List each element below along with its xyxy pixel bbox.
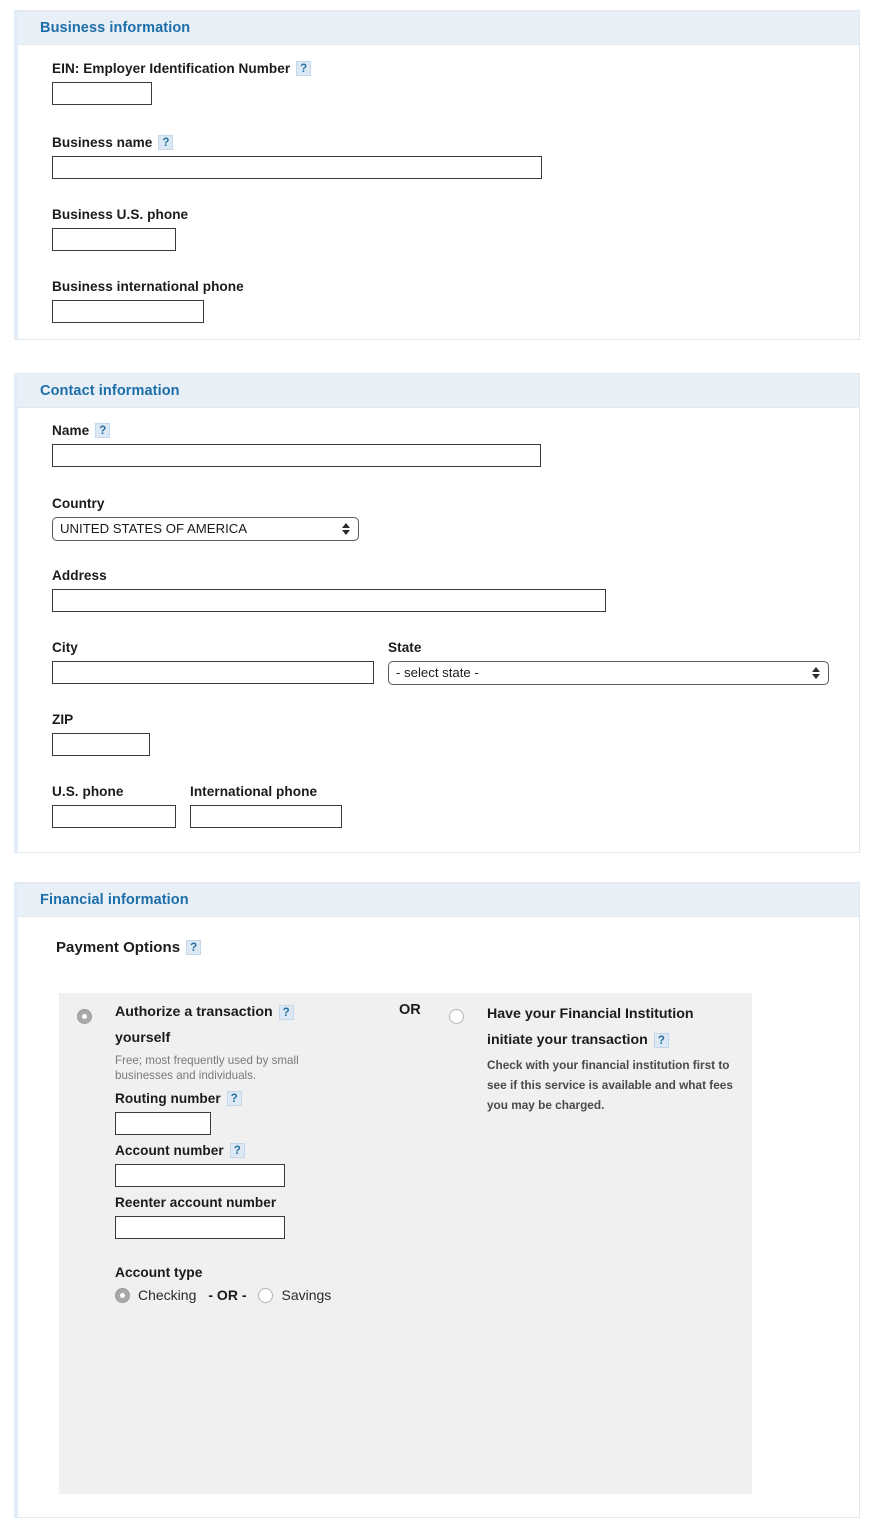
help-icon[interactable]: ?	[186, 940, 201, 955]
radio-authorize-transaction-yourself[interactable]	[77, 1009, 92, 1024]
contact-information-header	[18, 374, 859, 408]
institution-description: Check with your financial institution first to see if this service is available and what fees you may be charged.	[487, 1058, 733, 1112]
business-information-body	[18, 45, 859, 339]
checking-label: Checking	[138, 1287, 197, 1303]
address-label: Address	[52, 568, 107, 583]
name-label: Name	[52, 423, 90, 438]
field-country	[52, 496, 359, 541]
field-business-name	[52, 135, 542, 179]
payment-options-label: Payment Options	[56, 939, 181, 956]
business-information-header	[18, 11, 859, 45]
field-ein	[52, 61, 311, 105]
help-icon[interactable]: ?	[95, 423, 110, 438]
option-financial-institution	[487, 1001, 745, 1115]
business-us-phone-label-row	[52, 207, 188, 222]
field-international-phone	[190, 784, 342, 828]
routing-number-label: Routing number	[115, 1091, 221, 1106]
routing-number-label-row	[115, 1091, 365, 1106]
contact-information-title: Contact information	[40, 383, 180, 399]
institution-title-line1: Have your Financial Institution	[487, 1006, 694, 1022]
name-label-row	[52, 423, 541, 438]
address-label-row	[52, 568, 606, 583]
us-phone-input[interactable]	[52, 805, 176, 828]
account-type-options	[115, 1287, 365, 1303]
help-icon[interactable]: ?	[296, 61, 311, 76]
radio-checking[interactable]	[115, 1288, 130, 1303]
business-international-phone-label-row	[52, 279, 244, 294]
reenter-account-number-label: Reenter account number	[115, 1195, 277, 1210]
state-label-row	[388, 640, 829, 655]
us-phone-label-row	[52, 784, 176, 799]
field-us-phone	[52, 784, 176, 828]
contact-information-card	[14, 373, 860, 853]
international-phone-label: International phone	[190, 784, 318, 799]
us-phone-label: U.S. phone	[52, 784, 124, 799]
routing-number-input[interactable]	[115, 1112, 211, 1135]
business-name-label-row	[52, 135, 542, 150]
ein-label: EIN: Employer Identification Number	[52, 61, 291, 76]
radio-financial-institution-initiate[interactable]	[449, 1009, 464, 1024]
business-us-phone-label: Business U.S. phone	[52, 207, 189, 222]
field-address	[52, 568, 606, 612]
city-label-row	[52, 640, 374, 655]
field-zip	[52, 712, 150, 756]
business-information-title: Business information	[40, 20, 191, 36]
account-type-group	[115, 1265, 365, 1303]
financial-information-header	[18, 883, 859, 917]
authorize-description: Free; most frequently used by small businesses and individuals.	[115, 1054, 299, 1082]
field-state	[388, 640, 829, 685]
business-information-card	[14, 10, 860, 340]
business-international-phone-input[interactable]	[52, 300, 204, 323]
business-name-label: Business name	[52, 135, 153, 150]
city-label: City	[52, 640, 78, 655]
help-icon[interactable]: ?	[227, 1091, 242, 1106]
country-label-row	[52, 496, 359, 511]
authorize-title-line1: Authorize a transaction	[115, 1004, 273, 1020]
chevron-updown-icon	[812, 667, 820, 679]
business-international-phone-label: Business international phone	[52, 279, 244, 294]
state-select-value: - select state -	[396, 665, 479, 680]
city-input[interactable]	[52, 661, 374, 684]
payment-options-label-row	[56, 939, 201, 956]
zip-input[interactable]	[52, 733, 150, 756]
country-select[interactable]	[52, 517, 359, 541]
institution-title-row2	[487, 1027, 745, 1053]
international-phone-input[interactable]	[190, 805, 342, 828]
field-reenter-account-number	[115, 1195, 365, 1239]
ein-input[interactable]	[52, 82, 152, 105]
field-name	[52, 423, 541, 467]
help-icon[interactable]: ?	[158, 135, 173, 150]
contact-information-body	[18, 408, 859, 852]
reenter-account-number-label-row	[115, 1195, 365, 1210]
authorize-title-row	[115, 999, 365, 1025]
name-input[interactable]	[52, 444, 541, 467]
zip-label-row	[52, 712, 150, 727]
institution-title-line2: initiate your transaction	[487, 1032, 648, 1048]
account-number-input[interactable]	[115, 1164, 285, 1187]
country-select-value: UNITED STATES OF AMERICA	[60, 521, 248, 536]
field-routing-number	[115, 1091, 365, 1135]
financial-information-title: Financial information	[40, 892, 189, 908]
field-business-us-phone	[52, 207, 188, 251]
reenter-account-number-input[interactable]	[115, 1216, 285, 1239]
financial-information-card	[14, 882, 860, 1518]
savings-label: Savings	[281, 1287, 332, 1303]
option-authorize-yourself	[115, 999, 365, 1303]
state-label: State	[388, 640, 422, 655]
business-us-phone-input[interactable]	[52, 228, 176, 251]
country-label: Country	[52, 496, 105, 511]
payment-options-panel	[59, 993, 752, 1494]
authorize-title-line2: yourself	[115, 1030, 171, 1046]
account-number-label: Account number	[115, 1143, 224, 1158]
account-type-separator: - OR -	[208, 1287, 247, 1303]
or-label: OR	[399, 1002, 421, 1018]
field-account-number	[115, 1143, 365, 1187]
account-type-label: Account type	[115, 1265, 203, 1280]
field-city	[52, 640, 374, 684]
help-icon[interactable]: ?	[230, 1143, 245, 1158]
help-icon[interactable]: ?	[279, 1005, 294, 1020]
field-business-international-phone	[52, 279, 244, 323]
state-select[interactable]	[388, 661, 829, 685]
business-name-input[interactable]	[52, 156, 542, 179]
help-icon[interactable]: ?	[654, 1033, 669, 1048]
ein-label-row	[52, 61, 311, 76]
chevron-updown-icon	[342, 523, 350, 535]
international-phone-label-row	[190, 784, 342, 799]
account-number-label-row	[115, 1143, 365, 1158]
financial-information-body	[18, 917, 859, 1517]
zip-label: ZIP	[52, 712, 74, 727]
address-input[interactable]	[52, 589, 606, 612]
radio-savings[interactable]	[258, 1288, 273, 1303]
